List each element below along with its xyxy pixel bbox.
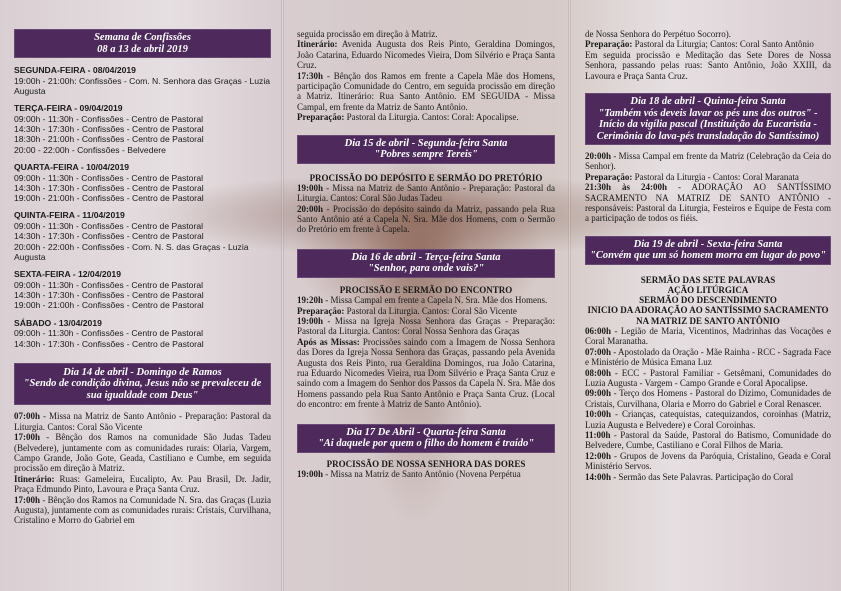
entry-text: - ADORAÇÃO AO SANTÍSSIMO SACRAMENTO NA MATRIZ DE SANTO ANTÔNIO - responsáveis: Pastoral da Liturgia, Festeiros e Equipe de Festa com a participação de todos os fiéis.: [585, 182, 831, 224]
banner-title: Dia 17 De Abril - Quarta-feira Santa: [346, 426, 506, 438]
entry-lead: 21:30h às 24:00h: [585, 182, 667, 193]
day-15-schedule: [297, 183, 555, 235]
schedule-entry: [14, 495, 271, 526]
banner-quote: "Sendo de condição divina, Jesus não se prevaleceu de sua igualdade com Deus": [23, 378, 262, 401]
entry-text: - Apostolado da Oração - Mãe Rainha - RCC - Sagrada Face e Ministério de Música Emana Luz: [585, 346, 831, 368]
banner-quote: "Pobres sempre Tereis": [374, 149, 478, 161]
entry-text: Pastoral da Liturgia - Cantos: Coral Maranata: [632, 171, 799, 182]
entry-lead: 19:00h: [297, 468, 324, 479]
entry-lead: 06:00h: [585, 325, 612, 336]
entry-lead: 14:00h: [585, 471, 612, 482]
entry-lead: 19:00h: [297, 182, 324, 193]
day-19-headings: [585, 275, 831, 326]
entry-text: - Sermão das Sete Palavras. Participação do Coral: [611, 471, 794, 482]
schedule-entry: [585, 172, 831, 182]
schedule-line: 14:30h - 17:30h - Confissões - Centro de Pastoral: [14, 182, 204, 193]
schedule-line: 20:00h - 22:00h - Confissões - Com. N. S. das Graças - Luzia Augusta: [14, 241, 249, 262]
schedule-entry: [14, 432, 271, 474]
entry-text: - Bênção dos Ramos na Comunidade N. Sra. das Graças (Luzia Augusta), juntamente com as comunidades rurais: Cristais, Curvilhana, Cristalino e Morro do Gabriel em: [14, 494, 271, 526]
entry-lead: 09:00h: [585, 388, 612, 399]
palm-sunday-banner: [14, 363, 271, 406]
entry-lead: Preparação:: [297, 305, 345, 316]
entry-text: - Terço dos Homens - Pastoral do Dízimo, Comunidades de Cristais, Curvilhana, Olaria e Morro do Gabriel e Coral Renascer.: [585, 388, 831, 409]
entry-text: - ECC - Pastoral Familiar - Getsêmani, Comunidades do Luzia Augusta - Vargem - Campo Grande e Coral Apocalipse.: [585, 367, 831, 388]
schedule-entry: [297, 469, 555, 479]
entry-text: Ruas: Gameleira, Eucalipto, Av. Pau Brasil, Dr. Jadir, Praça Edmundo Pinto, Lavoura e Praça Santa Cruz.: [14, 473, 271, 495]
schedule-line: 20:00 - 22:00h - Confissões - Belvedere: [14, 144, 166, 155]
entry-lead: Preparação:: [585, 39, 633, 50]
entry-text: de Nossa Senhora do Perpétuo Socorro).: [585, 29, 731, 39]
schedule-line: 09:00h - 11:30h - Confissões - Centro de Pastoral: [14, 328, 204, 339]
schedule-line: 19:00h - 21:00h - Confissões - Centro de Pastoral: [14, 300, 204, 311]
schedule-entry: [585, 451, 831, 472]
schedule-entry: [297, 306, 555, 316]
entry-lead: Itinerário:: [14, 473, 55, 484]
schedule-entry: [585, 39, 831, 49]
entry-lead: 17:30h: [297, 70, 324, 81]
entry-text: - Crianças, catequistas, catequizandos, coroinhas (Matriz, Luzia Augusta e Belvedere) e Coral Coroinhas.: [585, 409, 831, 430]
fold-line-left: [281, 0, 284, 591]
schedule-entry: [585, 472, 831, 482]
day-15-heading: PROCISSÃO DO DEPÓSITO E SERMÃO DO PRETÓRIO: [309, 172, 543, 183]
day-17-banner: [297, 424, 555, 453]
entry-lead: 19:00h: [297, 315, 324, 326]
schedule-entry: [297, 71, 555, 113]
banner-quote: "Convém que um só homem morra em lugar do povo": [590, 250, 826, 262]
schedule-line: 09:00h - 11:30h - Confissões - Centro de Pastoral: [14, 113, 204, 124]
schedule-line: 19:00h - 21:00h: Confissões - Com. N. Senhora das Graças - Luzia Augusta: [14, 75, 271, 96]
entry-lead: 12:00h: [585, 450, 612, 461]
entry-text: Pastoral da Liturgia; Cantos: Coral Santo Antônio: [632, 39, 814, 50]
column-2: [297, 0, 555, 591]
day-19-heading: INICIO DA ADORAÇÃO AO SANTÍSSIMO SACRAMENTO NA MATRIZ DE SANTO ANTÔNIO: [587, 305, 829, 326]
schedule-entry: [297, 183, 555, 204]
schedule-entry: [297, 112, 555, 122]
entry-text: - Missa na Matriz de Santo Antônio - Preparação: Pastoral da Liturgia. Cantos: Coral São Judas Tadeu: [297, 182, 555, 204]
banner-quote: "Também vós deveis lavar os pés uns dos outros" - Início da vigília pascal (Instituição da Eucaristia - Cerimônia do lava-pés transladação do Santíssimo): [596, 107, 820, 142]
entry-text: seguida procissão em direção à Matriz.: [297, 29, 438, 39]
schedule-entry: [297, 29, 555, 39]
schedule-line: 09:00h - 11:30h - Confissões - Centro de Pastoral: [14, 279, 204, 290]
banner-title: Dia 15 de abril - Segunda-feira Santa: [344, 137, 508, 149]
entry-text: Pastoral da Liturgia. Cantos: Coral: Apocalipse.: [344, 112, 519, 123]
entry-lead: 17:00h: [14, 494, 41, 505]
day-19-heading: SERMÃO DAS SETE PALAVRAS: [640, 274, 776, 285]
entry-lead: Preparação:: [297, 112, 345, 123]
schedule-line: 09:00h - 11:30h - Confissões - Centro de Pastoral: [14, 172, 204, 183]
day-17-heading: PROCISSÃO DE NOSSA SENHORA DAS DORES: [326, 458, 526, 469]
schedule-line: 14:30h - 17:30h - Confissões - Centro de Pastoral: [14, 124, 204, 135]
column-1: [14, 0, 271, 591]
day-16-heading: PROCISSÃO E SERMÃO DO ENCONTRO: [339, 284, 513, 295]
schedule-line: 14:30h - 17:30h - Confissões - Centro de Pastoral: [14, 290, 204, 301]
schedule-entry: [297, 316, 555, 337]
entry-lead: 11:00h: [585, 429, 611, 440]
banner-title: Dia 14 de abril - Domingo de Ramos: [63, 366, 222, 378]
day-15-banner: [297, 135, 555, 164]
entry-text: Procissões saindo com a Imagem de Nossa Senhora das Dores da Igreja Nossa Senhora das Graças, passando pela Avenida Augusta dos Reis Pinto, rua Geraldina Domingos, rua João Catarina, rua Eduardo Nicomedes Vieira, rua Dom Silvério e Praça Santa Cruz e saindo com a Imagem do Senhor dos Passos da Capela N. Sra. Mãe dos Homens passando pela Rua Santo Antônio e Praça Santa Cruz. (Local do encontro: em frente à Matriz de Santo Antônio).: [297, 336, 555, 410]
entry-lead: 07:00h: [585, 346, 612, 357]
schedule-entry: [585, 151, 831, 172]
palm-sunday-schedule: [14, 411, 271, 525]
schedule-entry: [297, 337, 555, 410]
schedule-entry: [585, 368, 831, 389]
entry-lead: Após as Missas:: [297, 336, 360, 347]
entry-lead: 20:00h: [585, 151, 612, 162]
entry-lead: Preparação:: [585, 171, 633, 182]
schedule-line: 14:30h - 17:30h - Confissões - Centro de Pastoral: [14, 231, 204, 242]
banner-title: Dia 19 de abril - Sexta-feira Santa: [633, 238, 783, 250]
entry-text: - Legião de Maria, Vicentinos, Madrinhas das Vocações e Coral Maranatha.: [585, 325, 831, 347]
column-3: [585, 0, 831, 591]
schedule-entry: [585, 388, 831, 409]
entry-lead: Itinerário:: [297, 39, 338, 50]
banner-dates: 08 a 13 de abril 2019: [97, 43, 188, 55]
entry-text: Em seguida procissão e Meditação das Sete Dores de Nossa Senhora, passando pelas ruas: Santo Antônio, João XXIII, da Lavoura e Praça Santa Cruz.: [585, 49, 831, 81]
day-title: SEGUNDA-FEIRA - 08/04/2019: [14, 65, 136, 75]
entry-lead: 07:00h: [14, 411, 41, 422]
entry-text: - Pastoral da Saúde, Pastoral do Batismo, Comunidade do Belvedere, Cumbe, Castiliano e Coral Filhos de Maria.: [585, 429, 831, 451]
confession-schedule: [14, 65, 271, 349]
day-17-schedule: [297, 469, 555, 479]
day-16-schedule: [297, 295, 555, 409]
schedule-entry: [585, 326, 831, 347]
palm-sunday-continued: [297, 29, 555, 123]
entry-lead: 19:20h: [297, 295, 324, 306]
schedule-entry: [297, 39, 555, 70]
entry-text: Pastoral da Liturgia. Cantos: Coral São Vicente: [344, 305, 517, 316]
day-19-schedule: [585, 326, 831, 482]
banner-quote: "Ai daquele por quem o filho do homem é traído": [317, 438, 535, 450]
schedule-entry: [585, 50, 831, 81]
confession-week-banner: [14, 29, 271, 58]
day-19-heading: AÇÃO LITÚRGICA: [667, 285, 749, 296]
entry-text: - Missa na Matriz de Santo Antônio (Novena Perpétua: [323, 468, 521, 479]
schedule-entry: [585, 430, 831, 451]
entry-lead: 10:00h: [585, 409, 612, 420]
entry-text: - Missa na Matriz de Santo Antônio - Preparação: Pastoral da Liturgia. Cantos: Coral São Vicente: [14, 411, 271, 432]
entry-text: - Procissão do depósito saindo da Matriz, passando pela Rua Santo Antônio até a Capela N. Sra. Mãe dos Homens, com o Sermão do Pretório em frente à Capela.: [297, 203, 555, 235]
entry-text: - Bênção dos Ramos na comunidade São Judas Tadeu (Belvedere), juntamente com as comunidades rurais: Olaria, Vargem, Campo Grande, João Gote, Geada, Castiliano e Cumbe, em seguida procissão em direção à Matriz.: [14, 432, 271, 474]
day-19-banner: [585, 236, 831, 265]
schedule-line: 18:30h - 21:00h - Confissões - Centro de Pastoral: [14, 134, 204, 145]
banner-quote: "Senhor, para onde vais?": [367, 263, 485, 275]
day-title: SEXTA-FEIRA - 12/04/2019: [14, 269, 121, 280]
schedule-entry: [585, 29, 831, 39]
entry-text: Avenida Augusta dos Reis Pinto, Geraldina Domingos, João Catarina, Eduardo Nicomedes Vieira, Dom Silvério e Praça Santa Cruz.: [297, 39, 555, 71]
entry-lead: 20:00h: [297, 203, 324, 214]
schedule-line: 09:00h - 11:30h - Confissões - Centro de Pastoral: [14, 221, 204, 232]
banner-title: Dia 16 de abril - Terça-feira Santa: [351, 251, 501, 263]
schedule-entry: [585, 182, 831, 224]
banner-title: Semana de Confissões: [94, 32, 191, 43]
entry-text: - Missa Campal em frente a Capela N. Sra. Mãe dos Homens.: [323, 295, 548, 306]
day-title: QUARTA-FEIRA - 10/04/2019: [14, 161, 130, 172]
day-18-banner: [585, 93, 831, 145]
schedule-entry: [297, 204, 555, 235]
day-title: TERÇA-FEIRA - 09/04/2019: [14, 103, 123, 114]
day-19-heading: SERMÃO DO DESCENDIMENTO: [639, 295, 777, 306]
fold-line-right: [568, 0, 571, 591]
schedule-entry: [585, 409, 831, 430]
schedule-entry: [14, 411, 271, 432]
schedule-line: 19:00h - 21:00h - Confissões - Centro de Pastoral: [14, 193, 204, 204]
schedule-entry: [297, 295, 555, 305]
entry-lead: 08:00h: [585, 367, 612, 378]
entry-text: - Grupos de Jovens da Paróquia, Cristalino, Geada e Coral Ministério Servos.: [585, 450, 831, 472]
entry-text: - Missa Campal em frente da Matriz (Celebração da Ceia do Senhor).: [585, 151, 831, 172]
schedule-line: 14:30h - 17:30h - Confissões - Centro de Pastoral: [14, 338, 204, 349]
day-17-continued: [585, 29, 831, 81]
entry-text: - Missa na Igreja Nossa Senhora das Graças - Preparação: Pastoral da Liturgia. Cantos: Coral Nossa Senhora das Graças: [297, 315, 555, 337]
schedule-entry: [14, 474, 271, 495]
day-18-schedule: [585, 151, 831, 224]
day-title: QUINTA-FEIRA - 11/04/2019: [14, 210, 125, 221]
day-title: SÁBADO - 13/04/2019: [14, 317, 102, 328]
banner-title: Dia 18 de abril - Quinta-feira Santa: [630, 96, 786, 108]
day-16-banner: [297, 249, 555, 278]
schedule-entry: [585, 347, 831, 368]
entry-text: - Bênção dos Ramos em frente a Capela Mãe dos Homens, participação Comunidade do Centro, em seguida procissão em direção a Matriz. Itinerário: Rua Santo Antônio. EM SEGUIDA - Missa Campal, em frente da Matriz de Santo Antônio.: [297, 70, 555, 112]
entry-lead: 17:00h: [14, 432, 41, 443]
